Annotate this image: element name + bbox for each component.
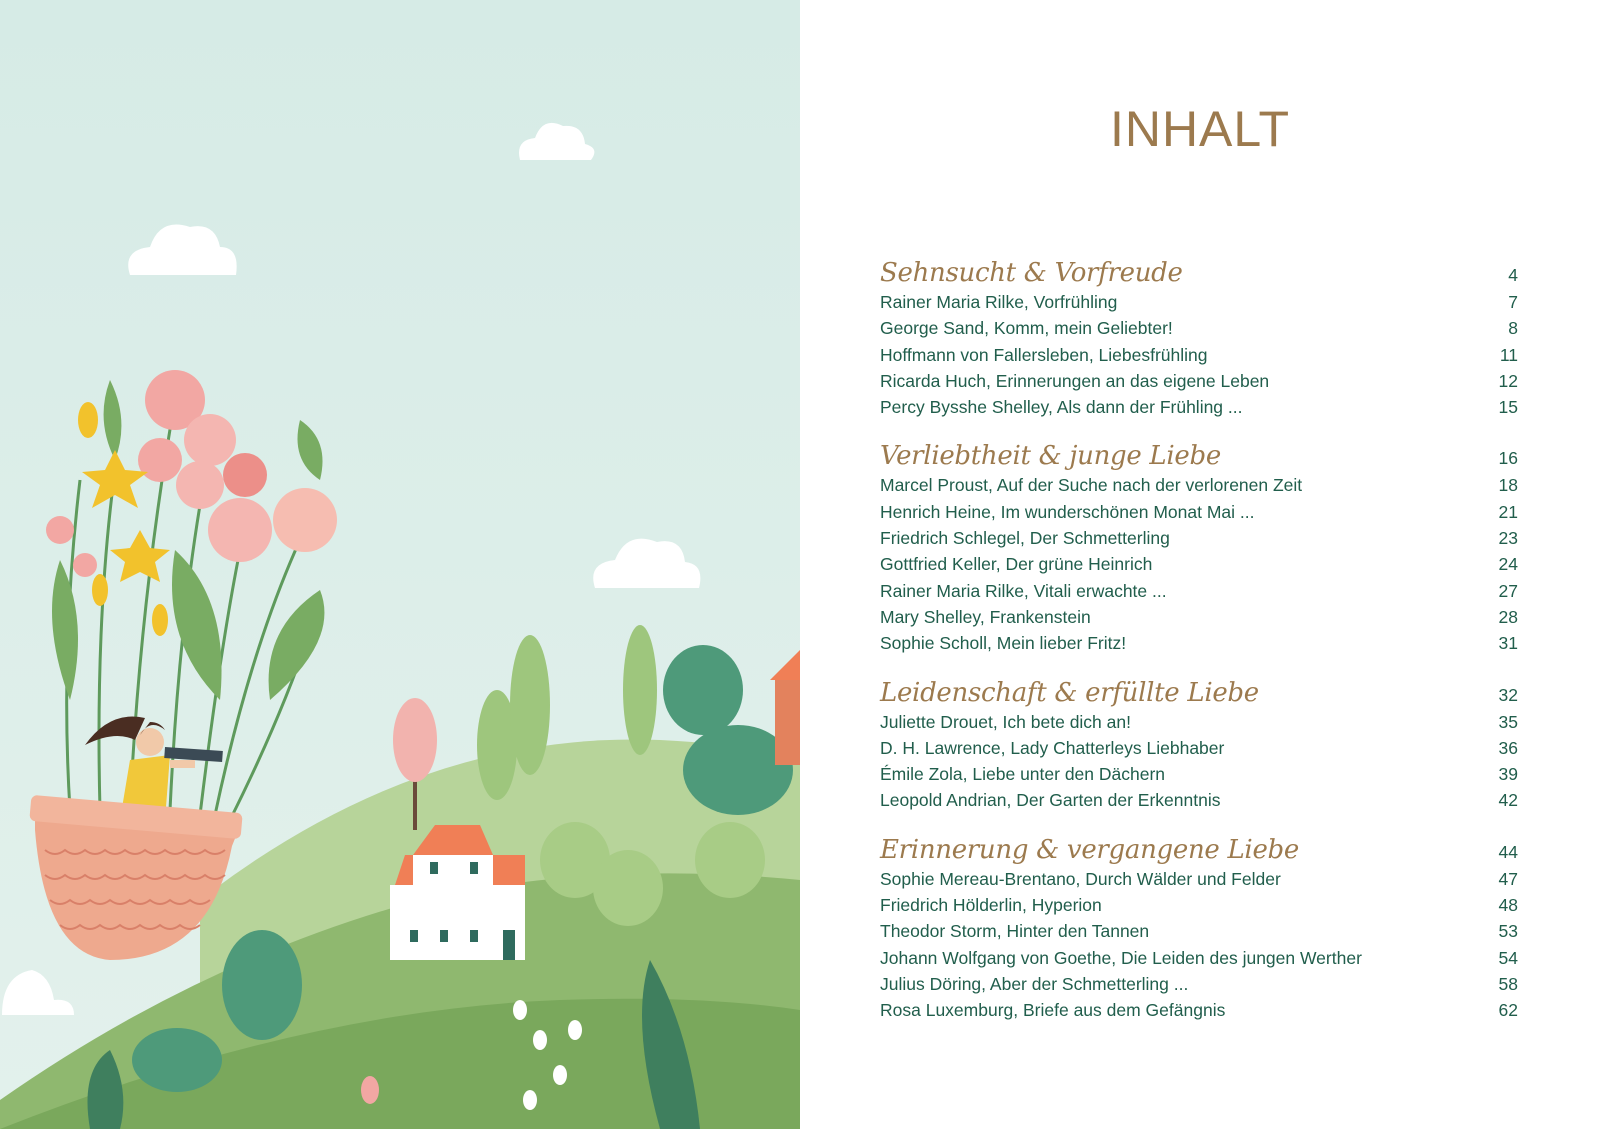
- toc-entry: [880, 345, 1518, 371]
- entry-title: Hoffmann von Fallersleben, Liebesfrühling: [880, 344, 1208, 365]
- entry-page-number: 35: [1498, 711, 1518, 732]
- entry-page-number: 54: [1498, 947, 1518, 968]
- entry-page-number: 47: [1498, 868, 1518, 889]
- section-page-number: 4: [1508, 265, 1518, 285]
- entry-page-number: 28: [1498, 606, 1518, 627]
- toc-entry: [880, 974, 1518, 1000]
- table-of-contents-page: [800, 0, 1600, 1129]
- entry-page-number: 15: [1498, 397, 1518, 418]
- entry-page-number: 24: [1498, 554, 1518, 575]
- toc-section: [880, 258, 1518, 423]
- toc-entry: [880, 712, 1518, 738]
- toc-entry: [880, 502, 1518, 528]
- page-title: INHALT: [1109, 101, 1291, 157]
- toc-entry: [880, 869, 1518, 895]
- section-heading-row: [880, 678, 1518, 712]
- entry-title: Percy Bysshe Shelley, Als dann der Frühling ...: [880, 397, 1243, 418]
- section-title: Verliebtheit & junge Liebe: [880, 441, 1221, 472]
- toc-entry: [880, 475, 1518, 501]
- entry-page-number: 53: [1498, 921, 1518, 942]
- entry-page-number: 18: [1498, 475, 1518, 496]
- toc-entry: [880, 790, 1518, 816]
- entry-page-number: 62: [1498, 1000, 1518, 1021]
- entry-title: Gottfried Keller, Der grüne Heinrich: [880, 554, 1153, 575]
- entry-title: Ricarda Huch, Erinnerungen an das eigene Leben: [880, 370, 1270, 391]
- entry-page-number: 8: [1508, 318, 1518, 339]
- entry-title: Émile Zola, Liebe unter den Dächern: [880, 764, 1166, 785]
- toc-entry: [880, 528, 1518, 554]
- section-heading-row: [880, 835, 1518, 869]
- entry-title: Friedrich Hölderlin, Hyperion: [880, 895, 1102, 916]
- toc-entry: [880, 633, 1518, 659]
- entry-page-number: 36: [1498, 737, 1518, 758]
- entry-page-number: 23: [1498, 528, 1518, 549]
- entry-title: Sophie Mereau-Brentano, Durch Wälder und Felder: [880, 868, 1281, 889]
- entry-title: Julius Döring, Aber der Schmetterling ...: [880, 973, 1189, 994]
- entry-title: George Sand, Komm, mein Geliebter!: [880, 318, 1173, 339]
- toc-entry: [880, 371, 1518, 397]
- section-title: Erinnerung & vergangene Liebe: [880, 834, 1299, 865]
- toc-list: [880, 258, 1518, 1045]
- toc-entry: [880, 1000, 1518, 1026]
- toc-entry: [880, 738, 1518, 764]
- entry-title: Theodor Storm, Hinter den Tannen: [880, 921, 1150, 942]
- entry-title: Mary Shelley, Frankenstein: [880, 606, 1091, 627]
- entry-page-number: 27: [1498, 580, 1518, 601]
- toc-entry: [880, 895, 1518, 921]
- entry-page-number: 31: [1498, 633, 1518, 654]
- entry-page-number: 42: [1498, 790, 1518, 811]
- section-page-number: 44: [1498, 841, 1518, 862]
- entry-title: Marcel Proust, Auf der Suche nach der verlorenen Zeit: [880, 475, 1303, 496]
- toc-entry: [880, 607, 1518, 633]
- section-title: Leidenschaft & erfüllte Liebe: [880, 677, 1259, 708]
- entry-title: Johann Wolfgang von Goethe, Die Leiden des jungen Werther: [880, 947, 1362, 968]
- entry-title: Juliette Drouet, Ich bete dich an!: [880, 711, 1131, 732]
- entry-title: Sophie Scholl, Mein lieber Fritz!: [880, 633, 1127, 654]
- entry-title: Rainer Maria Rilke, Vorfrühling: [880, 292, 1118, 312]
- section-heading-row: [880, 441, 1518, 475]
- entry-page-number: 48: [1498, 895, 1518, 916]
- entry-page-number: 21: [1498, 501, 1518, 522]
- entry-title: Friedrich Schlegel, Der Schmetterling: [880, 528, 1170, 549]
- entry-page-number: 58: [1498, 973, 1518, 994]
- toc-section: [880, 678, 1518, 817]
- entry-title: D. H. Lawrence, Lady Chatterleys Liebhaber: [880, 737, 1225, 758]
- entry-page-number: 11: [1499, 344, 1518, 365]
- toc-entry: [880, 292, 1518, 318]
- toc-entry: [880, 554, 1518, 580]
- entry-page-number: 12: [1498, 370, 1518, 391]
- section-page-number: 16: [1498, 448, 1518, 469]
- entry-title: Henrich Heine, Im wunderschönen Monat Mai ...: [880, 501, 1255, 522]
- toc-entry: [880, 764, 1518, 790]
- toc-entry: [880, 397, 1518, 423]
- toc-entry: [880, 318, 1518, 344]
- section-page-number: 32: [1498, 684, 1518, 705]
- toc-section: [880, 441, 1518, 659]
- section-title: Sehnsucht & Vorfreude: [880, 258, 1183, 288]
- toc-entry: [880, 921, 1518, 947]
- entry-title: Rainer Maria Rilke, Vitali erwachte ...: [880, 580, 1167, 601]
- entry-title: Leopold Andrian, Der Garten der Erkenntnis: [880, 790, 1221, 811]
- toc-section: [880, 835, 1518, 1027]
- entry-page-number: 39: [1498, 764, 1518, 785]
- toc-entry: [880, 948, 1518, 974]
- toc-entry: [880, 581, 1518, 607]
- section-heading-row: [880, 258, 1518, 292]
- entry-title: Rosa Luxemburg, Briefe aus dem Gefängnis: [880, 1000, 1226, 1021]
- entry-page-number: 7: [1508, 292, 1518, 312]
